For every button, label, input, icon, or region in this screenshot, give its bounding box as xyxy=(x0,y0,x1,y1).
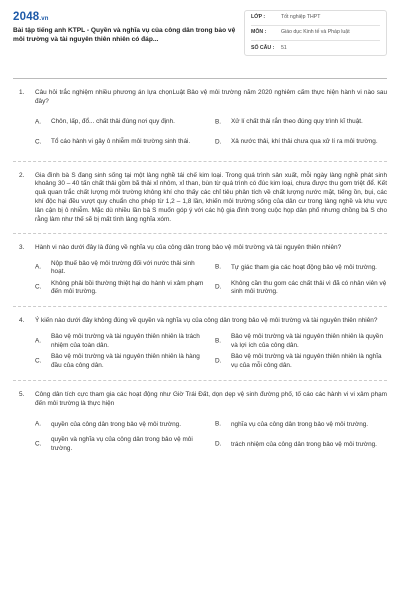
site-logo[interactable] xyxy=(13,10,243,24)
option-letter: A. xyxy=(35,264,42,272)
option-letter: C. xyxy=(35,357,42,365)
option-letter: A. xyxy=(35,420,42,428)
option-letter: A. xyxy=(35,337,42,345)
header-left xyxy=(13,10,243,74)
option-d[interactable] xyxy=(215,278,387,298)
question-separator xyxy=(13,233,387,234)
option-letter: B. xyxy=(215,420,222,428)
meta-value: Tốt nghiệp THPT xyxy=(281,14,321,21)
question-1 xyxy=(13,89,387,153)
option-a[interactable] xyxy=(35,258,207,278)
question-4 xyxy=(13,317,387,372)
question-number: 1. xyxy=(19,89,25,96)
option-b[interactable] xyxy=(215,258,387,278)
option-text: quyền của công dân trong bảo vệ môi trường. xyxy=(51,420,181,428)
question-2 xyxy=(13,172,387,225)
question-number: 4. xyxy=(19,317,25,325)
answer-options xyxy=(35,332,387,372)
option-text: Bảo vệ môi trường và tài nguyên thiên nhiên là nghĩa vụ của mỗi công dân. xyxy=(231,353,382,370)
logo-suffix: .vn xyxy=(39,16,49,22)
answer-options xyxy=(35,258,387,298)
answer-options xyxy=(35,113,387,153)
meta-label: MÔN : xyxy=(251,29,267,36)
option-text: Không cần thu gom các chất thải vì đã có nhân viên vệ sinh môi trường. xyxy=(231,279,387,296)
question-number: 2. xyxy=(19,171,25,179)
option-c[interactable] xyxy=(35,133,207,153)
option-a[interactable] xyxy=(35,332,207,352)
option-text: Bảo vệ môi trường và tài nguyên thiên nhiên là quyền và lợi ích của công dân. xyxy=(231,333,383,350)
header-divider xyxy=(13,78,387,79)
question-stem: Công dân tích cực tham gia các hoạt động như Giờ Trái Đất, dọn dẹp vệ sinh đường phố, tố cáo các hành vi vi xâm phạm đến môi trường là thực hiện xyxy=(35,391,387,408)
option-a[interactable] xyxy=(35,113,207,133)
option-c[interactable] xyxy=(35,435,207,455)
question-stem: Câu hỏi trắc nghiệm nhiều phương án lựa chọnLuật Bảo vệ môi trường năm 2020 nghiêm cấm thực hiện hành vi nào sau đây? xyxy=(35,89,387,105)
question-stem: Ý kiến nào dưới đây không đúng về quyền và nghĩa vụ của công dân trong bảo vệ môi trường và tài nguyên thiên nhiên? xyxy=(35,317,378,325)
option-d[interactable] xyxy=(215,352,387,372)
meta-label: SỐ CÂU : xyxy=(251,44,275,51)
question-separator xyxy=(13,161,387,162)
option-text: Bảo vệ môi trường và tài nguyên thiên nhiên là trách nhiệm của toàn dân. xyxy=(51,333,200,350)
option-text: Xả nước thải, khí thải chưa qua xử lí ra môi trường. xyxy=(231,138,378,146)
option-text: Bảo vệ môi trường và tài nguyên thiên nhiên là hàng đầu của công dân. xyxy=(51,353,200,370)
option-letter: D. xyxy=(215,357,222,365)
option-letter: D. xyxy=(215,138,222,146)
logo-main: 2048 xyxy=(13,11,40,23)
option-text: trách nhiệm của công dân trong bảo vệ môi trường. xyxy=(231,440,377,448)
option-c[interactable] xyxy=(35,352,207,372)
question-number: 3. xyxy=(19,243,25,251)
option-b[interactable] xyxy=(215,415,387,435)
option-letter: C. xyxy=(35,440,42,448)
option-b[interactable] xyxy=(215,113,387,133)
option-text: Tự giác tham gia các hoạt động bảo vệ môi trường. xyxy=(231,264,377,272)
option-letter: A. xyxy=(35,118,42,126)
question-separator xyxy=(13,380,387,381)
document-meta-box xyxy=(244,10,387,56)
answer-options xyxy=(35,415,387,455)
option-a[interactable] xyxy=(35,415,207,435)
meta-row-class xyxy=(251,11,380,26)
option-letter: D. xyxy=(215,284,222,292)
option-text: Chôn, lấp, đổ... chất thải đúng nơi quy định. xyxy=(51,118,175,126)
option-text: Nộp thuế bảo vệ môi trường đối với nước thải sinh hoạt. xyxy=(51,259,195,276)
option-letter: C. xyxy=(35,138,42,146)
option-text: nghĩa vụ của công dân trong bảo vệ môi trường. xyxy=(231,420,369,428)
question-stem: Hành vi nào dưới đây là đúng về nghĩa vụ của công dân trong bảo vệ môi trường và tài nguyên thiên nhiên? xyxy=(35,243,342,251)
document-header xyxy=(13,10,387,74)
option-d[interactable] xyxy=(215,435,387,455)
question-separator xyxy=(13,306,387,307)
document-title: Bài tập tiếng anh KTPL - Quyền và nghĩa vụ của công dân trong bảo vệ môi trường và tài nguyên thiên nhiên có đáp... xyxy=(13,27,236,43)
meta-value: 51 xyxy=(281,44,287,51)
option-d[interactable] xyxy=(215,133,387,153)
question-stem: Gia đình bà S đang sinh sống tại một làng nghề tái chế kim loại. Trong quá trình sản xuất, mỗi ngày làng nghề phát sinh khoảng 30 – 40 tấn chất thải gồm bã thải xỉ nhôm, xỉ than, bùn từ quá trình có đúc kim loại, chưa được thu gom triệt để. Kết quả quan trắc chất lượng môi trường không khí cho thấy các chỉ tiêu phân tích về chất lượng nước mặt, tiếng ồn, bụi, các khí độc hại đều vượt quy chuẩn cho phép từ 1,2 – 1,8 lần, khiến môi trường sống của dân cư trong làng nghề và khu vực lân cận bị ô nhiễm. Mặc dù nhiều lần bà S muốn góp ý với các hộ gia đình trong cuộc họp dân phố nhưng chồng bà S cho rằng làm như thế sẽ bị mất tình làng nghĩa xóm. xyxy=(35,171,387,223)
option-letter: B. xyxy=(215,118,222,126)
option-text: Xử lí chất thải rắn theo đúng quy trình kĩ thuật. xyxy=(231,118,363,126)
option-letter: B. xyxy=(215,337,222,345)
option-text: Tổ cáo hành vi gây ô nhiễm môi trường sinh thái. xyxy=(51,138,191,146)
question-number: 5. xyxy=(19,391,25,399)
option-text: quyền và nghĩa vụ của công dân trong bảo vệ môi trường. xyxy=(51,436,193,452)
option-letter: B. xyxy=(215,264,222,272)
option-letter: C. xyxy=(35,284,42,292)
question-3 xyxy=(13,244,387,299)
option-b[interactable] xyxy=(215,332,387,352)
option-text: Không phải bồi thường thiệt hại do hành vi xâm phạm đến môi trường. xyxy=(51,279,204,296)
question-5 xyxy=(13,391,387,455)
meta-value: Giáo dục Kinh tế và Pháp luật xyxy=(281,29,350,36)
meta-label: LỚP : xyxy=(251,14,266,21)
option-c[interactable] xyxy=(35,278,207,298)
meta-row-count xyxy=(251,41,380,56)
meta-row-subject xyxy=(251,26,380,41)
option-letter: D. xyxy=(215,440,222,448)
